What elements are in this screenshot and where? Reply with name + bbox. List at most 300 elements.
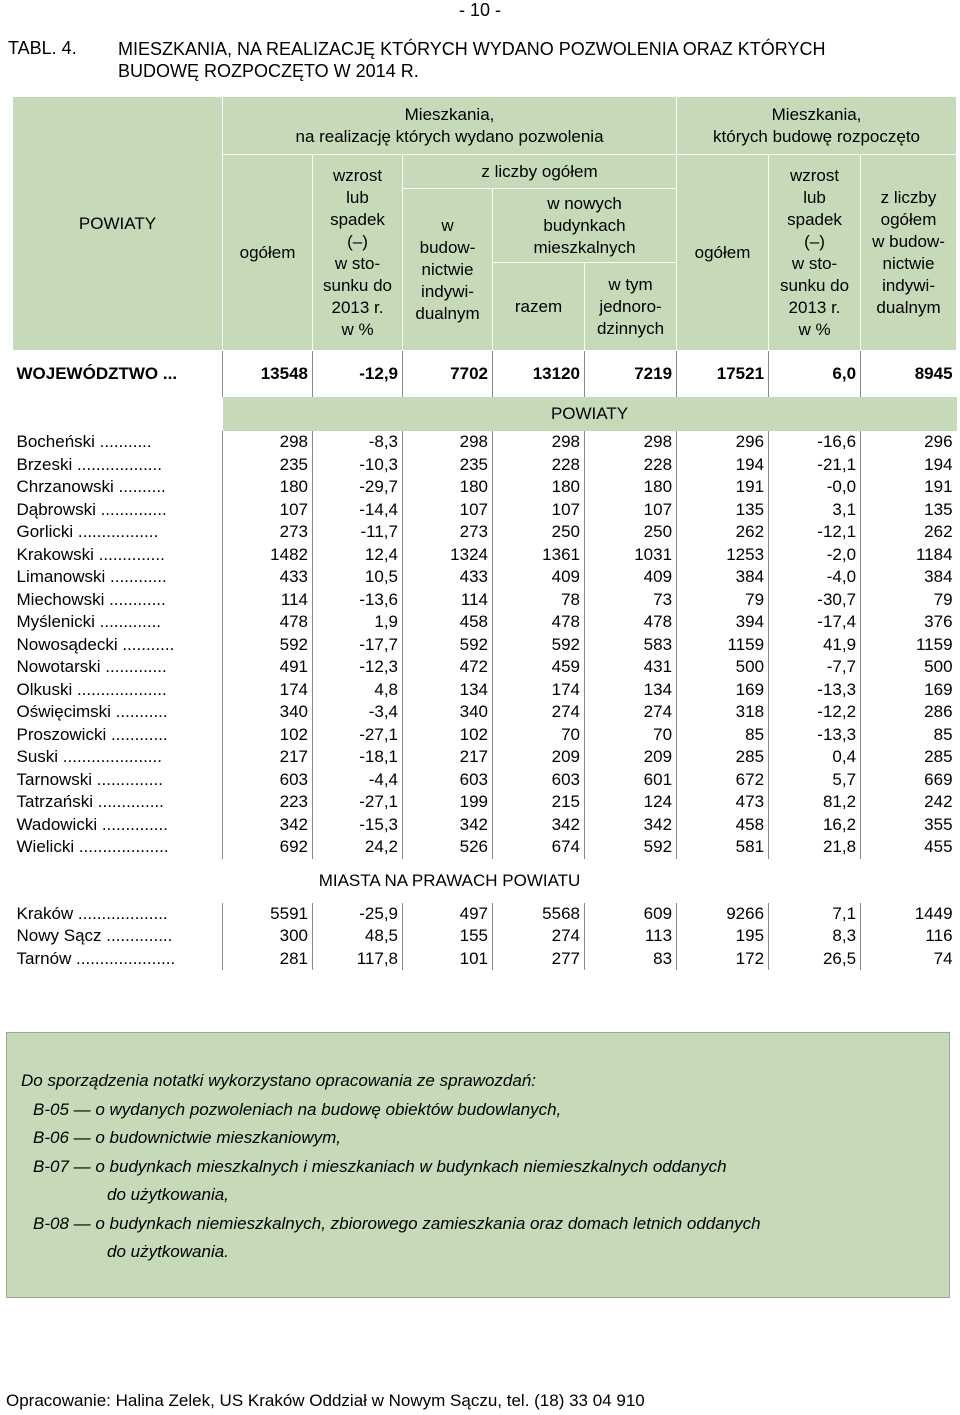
section-powiaty-label: POWIATY — [223, 397, 957, 431]
table-row — [13, 679, 957, 702]
hj1: jednoro- — [599, 296, 662, 316]
table-row — [13, 656, 957, 679]
cell: 13548 — [223, 351, 313, 398]
cell: -12,2 — [769, 701, 861, 724]
cell: -10,3 — [313, 454, 403, 477]
hn0: w nowych — [547, 193, 622, 213]
cell: -13,3 — [769, 679, 861, 702]
cell: 7219 — [585, 351, 677, 398]
cell: 296 — [861, 431, 957, 454]
row-name: Suski ..................... — [16, 747, 162, 766]
cell: 8945 — [861, 351, 957, 398]
page-number: - 10 - — [458, 0, 501, 20]
cell: 273 — [223, 521, 313, 544]
cell: 7702 — [403, 351, 493, 398]
cell: 1324 — [403, 544, 493, 567]
cell: 114 — [223, 589, 313, 612]
row-name: Tarnowski .............. — [16, 769, 163, 789]
table-title — [118, 38, 938, 82]
hw2-5: sunku do — [780, 275, 850, 295]
cell: -29,7 — [313, 476, 403, 499]
table-row — [13, 611, 957, 634]
cell: 7,1 — [769, 903, 861, 926]
cell: 174 — [493, 679, 585, 702]
row-name: Wielicki ................... — [16, 837, 169, 856]
cell: 1482 — [223, 544, 313, 567]
table-row — [13, 589, 957, 612]
cell: 194 — [677, 454, 769, 477]
hz3: nictwie — [882, 253, 935, 273]
hz0: z liczby — [880, 187, 937, 207]
header-z-liczby-2 — [861, 155, 957, 351]
cell: 285 — [861, 746, 957, 769]
hw2-6: 2013 r. — [788, 297, 841, 317]
hi0: w — [441, 215, 454, 235]
table-title-line2: BUDOWĘ ROZPOCZĘTO W 2014 R. — [118, 61, 419, 81]
cell: 235 — [403, 454, 493, 477]
cell: 298 — [403, 431, 493, 454]
cell: -18,1 — [313, 746, 403, 769]
cell: 603 — [403, 769, 493, 792]
cell: 497 — [403, 903, 493, 926]
cell: 195 — [677, 925, 769, 948]
row-name: Chrzanowski .......... — [16, 477, 166, 496]
cell: 74 — [861, 948, 957, 971]
cell: -3,4 — [313, 701, 403, 724]
row-name: Bocheński ........... — [16, 432, 152, 451]
hi1: budow- — [419, 237, 476, 257]
cell: 191 — [677, 476, 769, 499]
hw7: w % — [341, 319, 374, 339]
cell: 1031 — [585, 544, 677, 567]
cell: -17,4 — [769, 611, 861, 634]
cell: -4,0 — [769, 566, 861, 589]
cell: 102 — [223, 724, 313, 747]
header-group-permits-l2: na realizację których wydano pozwolenia — [295, 126, 604, 146]
row-name: Myślenicki ............. — [16, 612, 162, 631]
cell: 155 — [403, 925, 493, 948]
row-name: Kraków ................... — [16, 903, 168, 923]
row-name: Gorlicki ................. — [16, 522, 159, 541]
cell: 1449 — [861, 903, 957, 926]
cell: 274 — [585, 701, 677, 724]
cell: 124 — [585, 791, 677, 814]
cell: 274 — [493, 925, 585, 948]
cell: 180 — [403, 476, 493, 499]
cell: 116 — [861, 925, 957, 948]
cell: 17521 — [677, 351, 769, 398]
header-group-started-l2: których budowę rozpoczęto — [713, 126, 920, 146]
table-row — [13, 814, 957, 837]
row-wojewodztwo — [13, 351, 957, 398]
header-z-liczby: z liczby ogółem — [403, 155, 677, 189]
cell: -25,9 — [313, 903, 403, 926]
table-row — [13, 634, 957, 657]
cell: -12,3 — [313, 656, 403, 679]
cell: 78 — [493, 589, 585, 612]
cell: 342 — [493, 814, 585, 837]
section-miasta — [13, 859, 957, 903]
cell: 592 — [403, 634, 493, 657]
cell: 250 — [585, 521, 677, 544]
cell: -16,6 — [769, 431, 861, 454]
cell: 180 — [223, 476, 313, 499]
cell: 48,5 — [313, 925, 403, 948]
cell: -8,3 — [313, 431, 403, 454]
cell: 3,1 — [769, 499, 861, 522]
cell: 674 — [493, 836, 585, 859]
note-b07: B-07 — o budynkach mieszkalnych i mieszkaniach w budynkach niemieszkalnych oddanych — [33, 1157, 727, 1176]
cell: 526 — [403, 836, 493, 859]
hw6: 2013 r. — [331, 297, 384, 317]
cell: -30,7 — [769, 589, 861, 612]
table-row — [13, 476, 957, 499]
cell: 174 — [223, 679, 313, 702]
cell: 433 — [223, 566, 313, 589]
cell: -4,4 — [313, 769, 403, 792]
section-powiaty — [13, 397, 957, 431]
table-row — [13, 791, 957, 814]
cell: 274 — [493, 701, 585, 724]
cell: 5568 — [493, 903, 585, 926]
cell: 70 — [585, 724, 677, 747]
cell: 114 — [403, 589, 493, 612]
cell: -0,0 — [769, 476, 861, 499]
cell: 180 — [585, 476, 677, 499]
cell: 134 — [403, 679, 493, 702]
housing-table — [12, 96, 957, 970]
cell: 281 — [223, 948, 313, 971]
cell: 500 — [861, 656, 957, 679]
cell: 601 — [585, 769, 677, 792]
cell: 228 — [585, 454, 677, 477]
cell: 250 — [493, 521, 585, 544]
cell: 209 — [493, 746, 585, 769]
cell: 1361 — [493, 544, 585, 567]
hw2-2: spadek — [787, 209, 842, 229]
cell: 12,4 — [313, 544, 403, 567]
cell: 583 — [585, 634, 677, 657]
cell: 4,8 — [313, 679, 403, 702]
header-wzrost — [313, 155, 403, 351]
cell: -7,7 — [769, 656, 861, 679]
row-name: WOJEWÓDZTWO ... — [16, 364, 178, 383]
cell: 277 — [493, 948, 585, 971]
row-name: Dąbrowski .............. — [16, 499, 167, 519]
section-miasta-label: MIASTA NA PRAWACH POWIATU — [223, 859, 677, 903]
hi4: dualnym — [415, 303, 480, 323]
cell: -12,1 — [769, 521, 861, 544]
table-row — [13, 724, 957, 747]
cell: 672 — [677, 769, 769, 792]
table-row — [13, 948, 957, 971]
cell: 85 — [861, 724, 957, 747]
cell: 13120 — [493, 351, 585, 398]
cell: 286 — [861, 701, 957, 724]
cell: 113 — [585, 925, 677, 948]
cell: -27,1 — [313, 791, 403, 814]
cell: 135 — [861, 499, 957, 522]
powiaty-rows — [13, 431, 957, 859]
cell: 0,4 — [769, 746, 861, 769]
header-indywidualne — [403, 189, 493, 351]
cell: 394 — [677, 611, 769, 634]
cell: 431 — [585, 656, 677, 679]
cell: 384 — [861, 566, 957, 589]
cell: 384 — [677, 566, 769, 589]
cell: 102 — [403, 724, 493, 747]
row-name: Proszowicki ............ — [16, 724, 168, 744]
cell: 5,7 — [769, 769, 861, 792]
miasta-rows — [13, 903, 957, 971]
hw4: w sto- — [334, 253, 381, 273]
cell: 342 — [585, 814, 677, 837]
table-row — [13, 499, 957, 522]
cell: 296 — [677, 431, 769, 454]
row-name: Limanowski ............ — [16, 567, 167, 586]
table-row — [13, 701, 957, 724]
cell: 26,5 — [769, 948, 861, 971]
cell: 107 — [403, 499, 493, 522]
row-name: Tatrzański .............. — [16, 792, 164, 811]
row-name: Wadowicki .............. — [16, 814, 168, 834]
row-name: Tarnów ..................... — [16, 948, 176, 968]
hw5: sunku do — [323, 275, 392, 295]
table-number: TABL. 4. — [8, 38, 77, 58]
cell: 16,2 — [769, 814, 861, 837]
cell: 455 — [861, 836, 957, 859]
cell: 242 — [861, 791, 957, 814]
table-row — [13, 836, 957, 859]
cell: 478 — [585, 611, 677, 634]
cell: 603 — [493, 769, 585, 792]
hz5: dualnym — [876, 297, 941, 317]
cell: 1159 — [861, 634, 957, 657]
note-b08-cont: do użytkowania. — [107, 1242, 229, 1261]
cell: -15,3 — [313, 814, 403, 837]
header-nowych — [493, 189, 677, 263]
header-wzrost-2 — [769, 155, 861, 351]
hw2-1: lub — [803, 187, 826, 207]
cell: 1253 — [677, 544, 769, 567]
cell: 24,2 — [313, 836, 403, 859]
hn1: budynkach — [543, 215, 626, 235]
header-group-started — [677, 97, 957, 155]
cell: 235 — [223, 454, 313, 477]
table-row — [13, 769, 957, 792]
row-name: Miechowski ............ — [16, 589, 166, 609]
cell: 1159 — [677, 634, 769, 657]
cell: 692 — [223, 836, 313, 859]
cell: 298 — [493, 431, 585, 454]
hw2-0: wzrost — [789, 165, 840, 185]
cell: -11,7 — [313, 521, 403, 544]
note-b08: B-08 — o budynkach niemieszkalnych, zbiorowego zamieszkania oraz domach letnich oddanych — [33, 1214, 761, 1233]
cell: 8,3 — [769, 925, 861, 948]
cell: 603 — [223, 769, 313, 792]
cell: 376 — [861, 611, 957, 634]
cell: 5591 — [223, 903, 313, 926]
hj2: dzinnych — [596, 318, 665, 338]
cell: 194 — [861, 454, 957, 477]
cell: 209 — [585, 746, 677, 769]
cell: 433 — [403, 566, 493, 589]
table-row — [13, 746, 957, 769]
cell: 262 — [861, 521, 957, 544]
table-title-line1: MIESZKANIA, NA REALIZACJĘ KTÓRYCH WYDANO POZWOLENIA ORAZ KTÓRYCH — [118, 39, 826, 59]
note-b06: B-06 — o budownictwie mieszkaniowym, — [33, 1128, 342, 1147]
header-group-started-l1: Mieszkania, — [771, 104, 862, 124]
cell: 180 — [493, 476, 585, 499]
cell: 459 — [493, 656, 585, 679]
cell: -21,1 — [769, 454, 861, 477]
notes-intro: Do sporządzenia notatki wykorzystano opracowania ze sprawozdań: — [21, 1071, 536, 1090]
cell: 500 — [677, 656, 769, 679]
hw2-7: w % — [798, 319, 831, 339]
cell: 478 — [493, 611, 585, 634]
footer: Opracowanie: Halina Zelek, US Kraków Oddział w Nowym Sączu, tel. (18) 33 04 910 — [6, 1391, 645, 1410]
cell: 1,9 — [313, 611, 403, 634]
cell: 273 — [403, 521, 493, 544]
cell: 85 — [677, 724, 769, 747]
hw1: lub — [346, 187, 369, 207]
cell: 10,5 — [313, 566, 403, 589]
cell: 81,2 — [769, 791, 861, 814]
cell: 79 — [677, 589, 769, 612]
cell: 262 — [677, 521, 769, 544]
notes-box — [6, 1032, 950, 1298]
cell: 409 — [493, 566, 585, 589]
cell: 298 — [223, 431, 313, 454]
row-name: Olkuski ................... — [16, 679, 167, 699]
cell: 223 — [223, 791, 313, 814]
row-name: Nowotarski ............. — [16, 657, 167, 676]
cell: 134 — [585, 679, 677, 702]
cell: 342 — [403, 814, 493, 837]
cell: 458 — [677, 814, 769, 837]
header-group-permits — [223, 97, 677, 155]
cell: 41,9 — [769, 634, 861, 657]
cell: 169 — [861, 679, 957, 702]
cell: 472 — [403, 656, 493, 679]
cell: -14,4 — [313, 499, 403, 522]
cell: 217 — [403, 746, 493, 769]
cell: 340 — [403, 701, 493, 724]
hw2-3: (–) — [804, 231, 825, 251]
cell: 172 — [677, 948, 769, 971]
note-b07-cont: do użytkowania, — [107, 1185, 229, 1204]
cell: 669 — [861, 769, 957, 792]
cell: 355 — [861, 814, 957, 837]
row-name: Krakowski .............. — [16, 544, 165, 564]
cell: 300 — [223, 925, 313, 948]
cell: 581 — [677, 836, 769, 859]
cell: 1184 — [861, 544, 957, 567]
row-name: Oświęcimski ........... — [16, 702, 168, 721]
cell: 478 — [223, 611, 313, 634]
header-ogolem-2: ogółem — [677, 155, 769, 351]
row-name: Brzeski .................. — [16, 454, 162, 474]
cell: 70 — [493, 724, 585, 747]
cell: 592 — [585, 836, 677, 859]
cell: 592 — [493, 634, 585, 657]
hw2: spadek — [330, 209, 385, 229]
cell: 342 — [223, 814, 313, 837]
header-ogolem: ogółem — [223, 155, 313, 351]
table-row — [13, 544, 957, 567]
cell: 609 — [585, 903, 677, 926]
cell: 79 — [861, 589, 957, 612]
table-row — [13, 454, 957, 477]
cell: 107 — [223, 499, 313, 522]
cell: 409 — [585, 566, 677, 589]
cell: 215 — [493, 791, 585, 814]
hi3: indywi- — [421, 281, 474, 301]
hz4: indywi- — [882, 275, 935, 295]
cell: 101 — [403, 948, 493, 971]
hw2-4: w sto- — [791, 253, 838, 273]
table-row — [13, 521, 957, 544]
cell: -17,7 — [313, 634, 403, 657]
cell: 199 — [403, 791, 493, 814]
cell: 592 — [223, 634, 313, 657]
cell: -13,3 — [769, 724, 861, 747]
cell: 458 — [403, 611, 493, 634]
hj0: w tym — [608, 274, 653, 294]
note-b05: B-05 — o wydanych pozwoleniach na budowę obiektów budowlanych, — [33, 1100, 562, 1119]
header-razem: razem — [493, 263, 585, 351]
hw3: (–) — [347, 231, 368, 251]
cell: 473 — [677, 791, 769, 814]
header-powiaty: POWIATY — [13, 97, 223, 351]
row-name: Nowy Sącz .............. — [16, 926, 173, 945]
cell: 83 — [585, 948, 677, 971]
hi2: nictwie — [421, 259, 474, 279]
header-group-permits-l1: Mieszkania, — [404, 104, 495, 124]
hz1: ogółem — [880, 209, 937, 229]
cell: 491 — [223, 656, 313, 679]
cell: 107 — [585, 499, 677, 522]
cell: -27,1 — [313, 724, 403, 747]
cell: 117,8 — [313, 948, 403, 971]
table-row — [13, 431, 957, 454]
cell: -13,6 — [313, 589, 403, 612]
cell: 228 — [493, 454, 585, 477]
cell: 73 — [585, 589, 677, 612]
cell: 318 — [677, 701, 769, 724]
table-row — [13, 903, 957, 926]
cell: 169 — [677, 679, 769, 702]
cell: 6,0 — [769, 351, 861, 398]
cell: 9266 — [677, 903, 769, 926]
cell: -12,9 — [313, 351, 403, 398]
table-row — [13, 925, 957, 948]
hz2: w budow- — [872, 231, 945, 251]
table-row — [13, 566, 957, 589]
cell: 135 — [677, 499, 769, 522]
cell: 191 — [861, 476, 957, 499]
cell: 285 — [677, 746, 769, 769]
cell: 21,8 — [769, 836, 861, 859]
cell: -2,0 — [769, 544, 861, 567]
cell: 298 — [585, 431, 677, 454]
cell: 217 — [223, 746, 313, 769]
header-jednorodzinne — [585, 263, 677, 351]
cell: 340 — [223, 701, 313, 724]
row-name: Nowosądecki ........... — [16, 634, 175, 654]
hn2: mieszkalnych — [533, 237, 636, 257]
hw0: wzrost — [332, 165, 383, 185]
